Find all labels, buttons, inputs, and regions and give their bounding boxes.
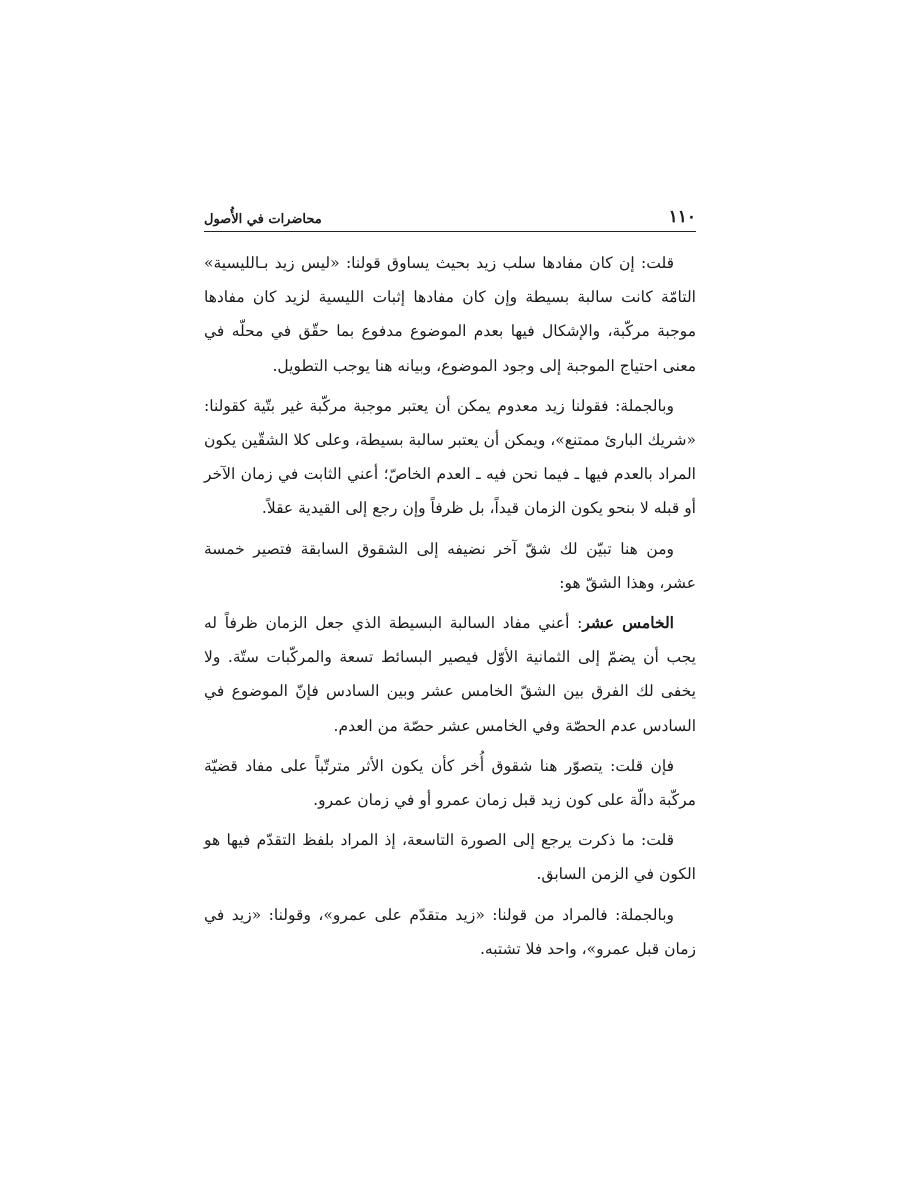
paragraph-text: وبالجملة: فقولنا زيد معدوم يمكن أن يعتبر موجبة مركّبة غير بتّية كقولنا: «شريك البارئ ممتنع»، ويمكن أن يعتبر سالبة بسيطة، وعلى كلا الشقّين يكون المراد بالعدم فيها ـ فيما نحن فيه ـ العدم الخاصّ؛ أعني الثابت في زمان الآخر أو قبله لا بنحو يكون الزمان قيداً، بل ظرفاً وإن رجع إلى القيدية عقلاً. (204, 396, 696, 518)
paragraph (204, 606, 696, 743)
paragraph (204, 389, 696, 526)
paragraph-text: فإن قلت: يتصوّر هنا شقوق أُخر كأن يكون الأثر مترتّباً على مفاد قضيّة مركّبة دالّة على كون زيد قبل زمان عمرو أو في زمان عمرو. (204, 756, 696, 810)
paragraph (204, 823, 696, 891)
paragraph-text: وبالجملة: فالمراد من قولنا: «زيد متقدّم على عمرو»، وقولنا: «زيد في زمان قبل عمرو»، واحد فلا تشتبه. (204, 905, 696, 958)
paragraph-text: قلت: إن كان مفادها سلب زيد بحيث يساوق قولنا: «ليس زيد بـالليسية» التامّة كانت سالبة بسيطة وإن كان مفادها إثبات الليسية لزيد كان مفادها موجبة مركّبة، والإشكال فيها بعدم الموضوع مدفوع بما حقّق في محلّه في معنى احتياج الموجبة إلى وجود الموضوع، وبيانه هنا يوجب التطويل. (204, 254, 696, 375)
paragraph (204, 898, 696, 966)
paragraph (204, 246, 696, 383)
body-text (204, 246, 696, 972)
paragraph (204, 749, 696, 817)
section-term: الخامس عشر (582, 613, 674, 633)
paragraph-text: ومن هنا تبيّن لك شقّ آخر نضيفه إلى الشقوق السابقة فتصير خمسة عشر، وهذا الشقّ هو: (204, 539, 696, 592)
paragraph-text: قلت: ما ذكرت يرجع إلى الصورة التاسعة، إذ المراد بلفظ التقدّم فيها هو الكون في الزمن السابق. (204, 831, 696, 884)
paragraph (204, 532, 696, 600)
running-header (204, 198, 696, 232)
book-title: محاضرات في الأُصول (204, 212, 322, 227)
paragraph-text: : أعني مفاد السالبة البسيطة الذي جعل الزمان ظرفاً له يجب أن يضمّ إلى الثمانية الأوّل فيصير البسائط تسعة والمركّبات ستّة. ولا يخفى لك الفرق بين الشقّ الخامس عشر وبين السادس فإنّ الموضوع في السادس عدم الحصّة وفي الخامس عشر حصّة من العدم. (204, 614, 696, 735)
page-number: ١١٠ (668, 207, 696, 227)
